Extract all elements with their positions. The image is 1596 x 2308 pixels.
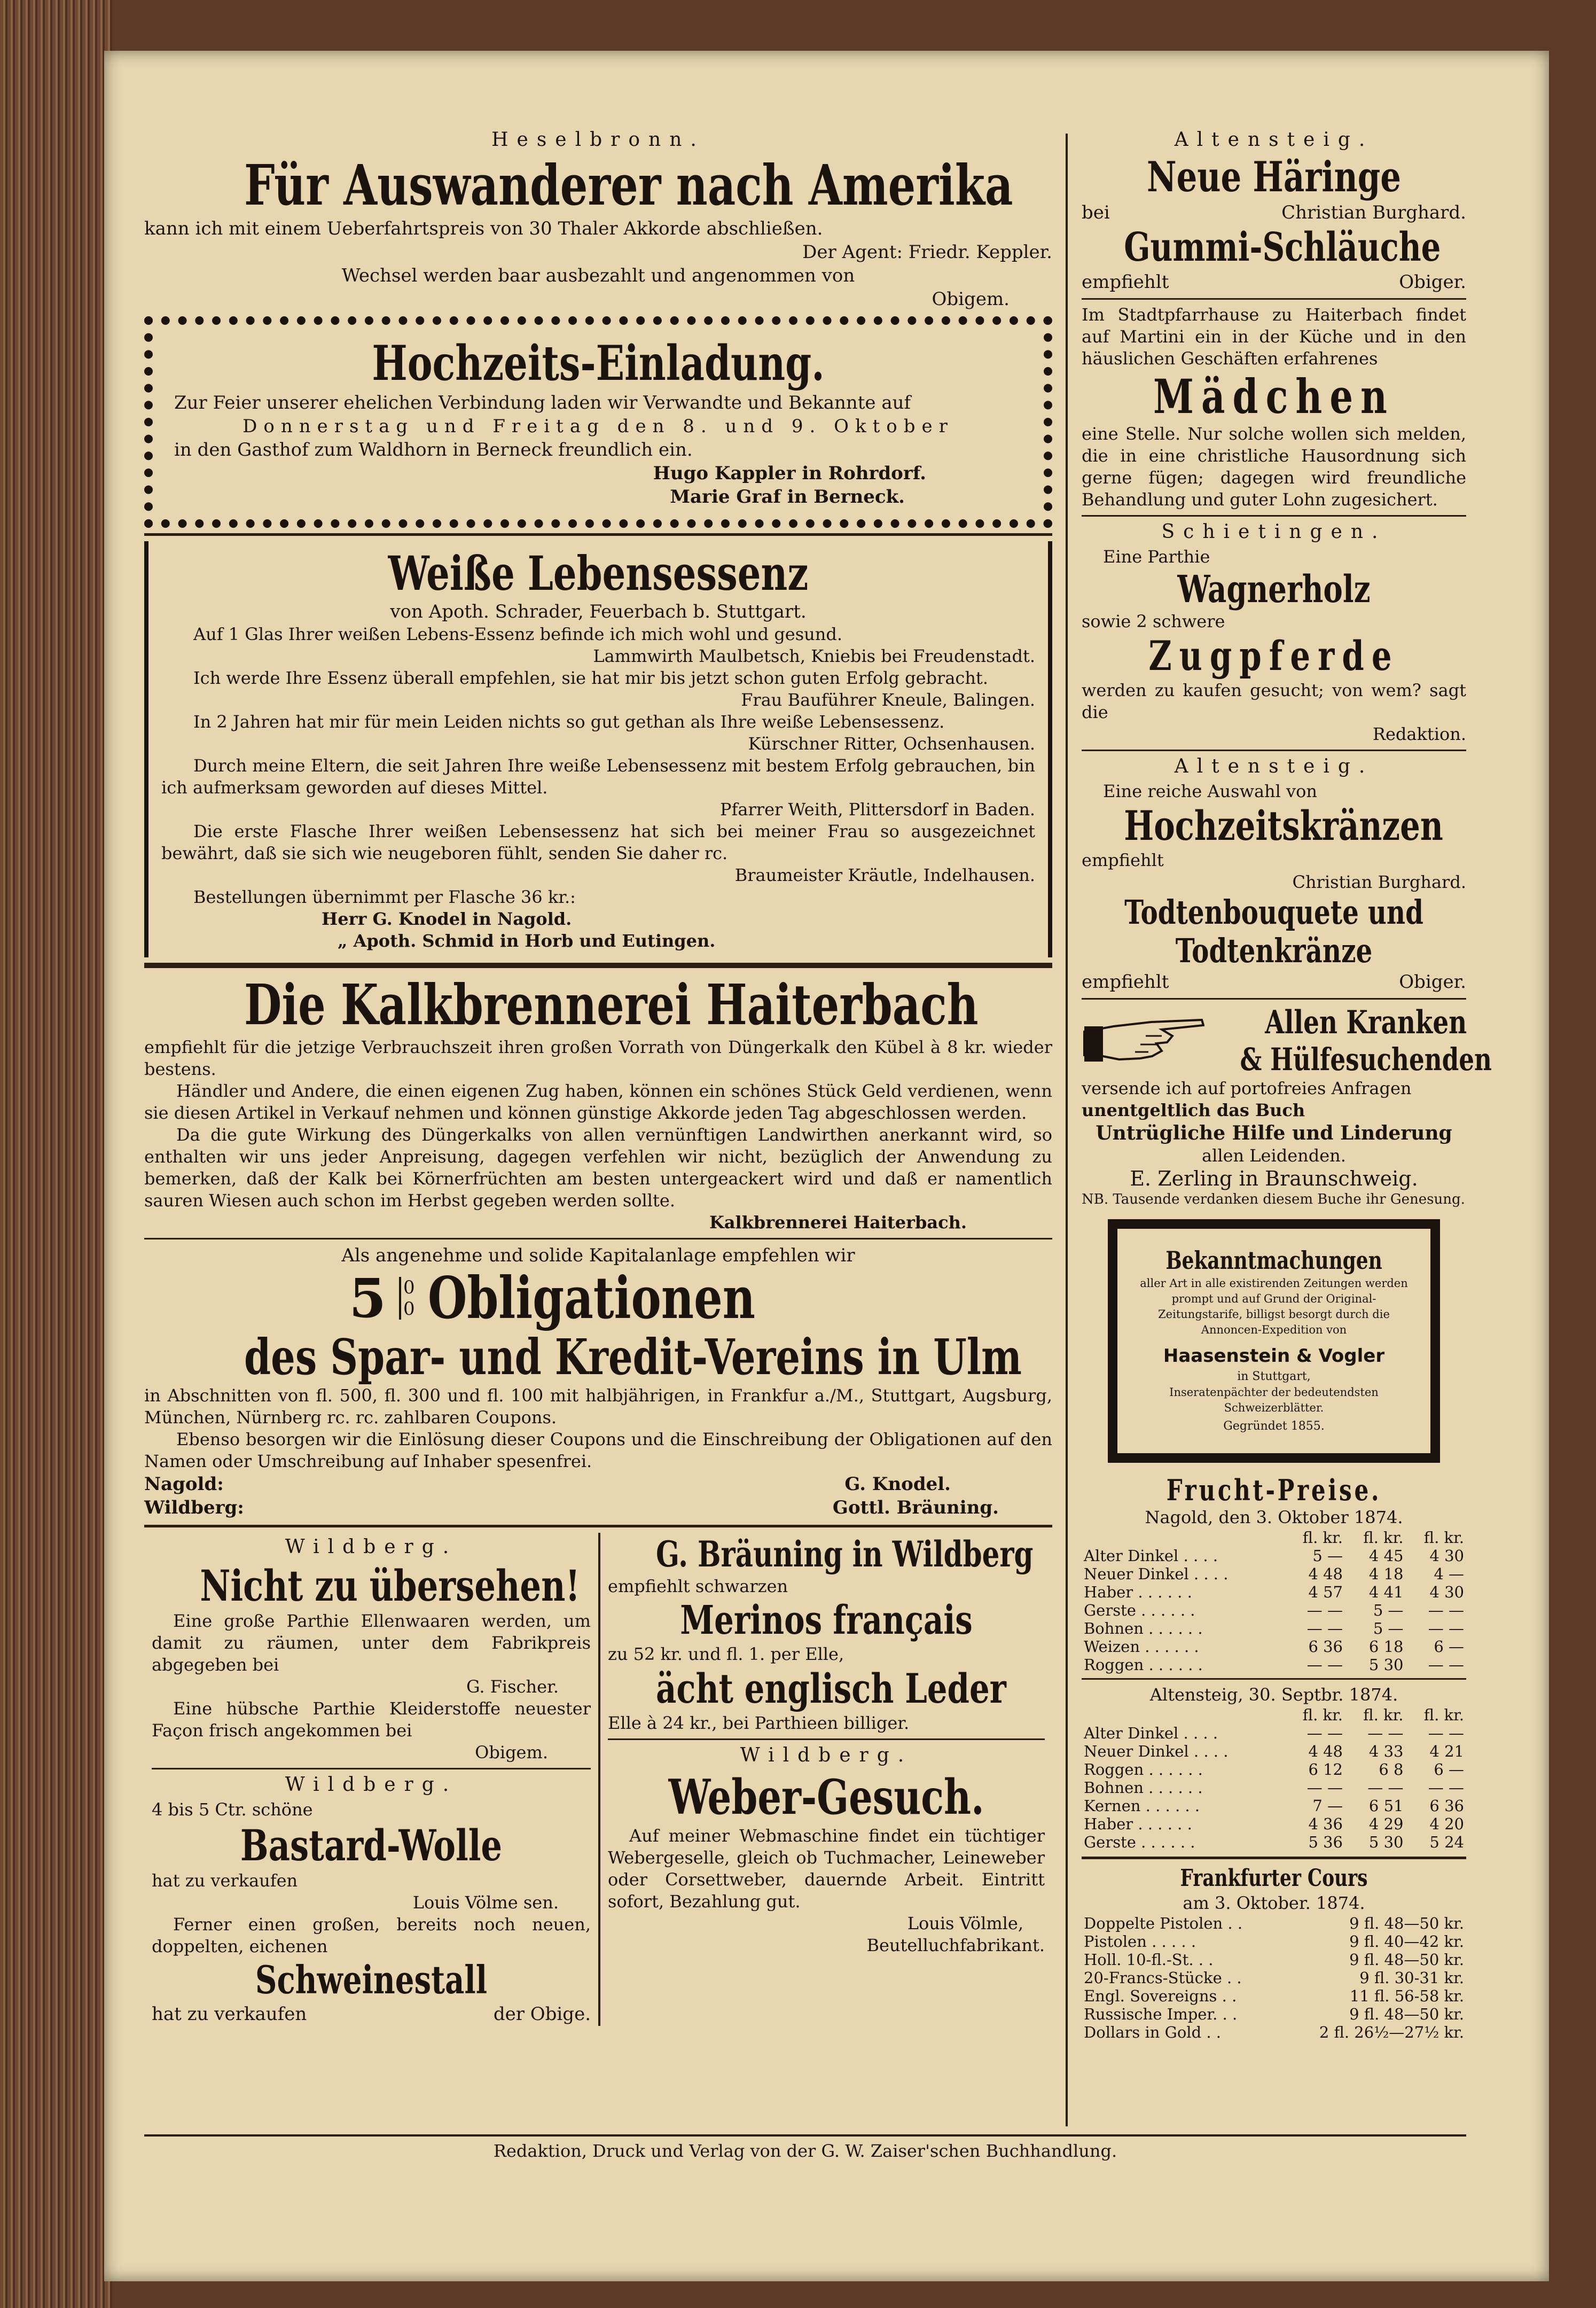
price-value: 6 36 [1429,1797,1464,1815]
ad-lebensessenz-seller2: „ Apoth. Schmid in Horb und Eutingen. [338,931,716,951]
price-row [1082,1724,1466,1742]
price-value: 4 — [1434,1565,1464,1583]
ad-lebensessenz [144,541,1052,957]
price-value: 4 21 [1429,1742,1464,1760]
ad-bastard-wolle-s3: der Obige. [493,2003,591,2025]
price-item-name: Gerste . . . . . . [1084,1833,1195,1851]
ad-haeringe-title: Neue Häringe [1146,153,1401,201]
cours-coin-name: Holl. 10-fl.-St. . . [1084,1951,1214,1969]
frankfurter-cours-date: am 3. Oktober. 1874. [1183,1893,1365,1913]
ad-hochzeitskraenze-name: Christian Burghard. [1292,872,1466,892]
cours-rate: 9 fl. 48—50 kr. [1349,1914,1464,1932]
ad-hochzeit-venue: in den Gasthof zum Waldhorn in Berneck freundlich ein. [174,439,693,461]
ad-kranken-name: E. Zerling in Braunschweig. [1130,1167,1418,1190]
price-item-name: Bohnen . . . . . . [1084,1619,1203,1638]
cours-rate: 9 fl. 30-31 kr. [1359,1969,1464,1987]
percent-sup: 0 [403,1277,415,1298]
price-value: 4 30 [1429,1583,1464,1601]
ad-obligationen-loc1: Nagold: [144,1473,224,1495]
ad-maedchen-p1: Im Stadtpfarrhause zu Haiterbach findet auf Martini ein in der Küche und in den häuslichen Geschäften erfahrenes [1082,305,1466,369]
price-value: 4 41 [1368,1583,1404,1601]
ad-kranken-title2: & Hülfesuchenden [1240,1041,1492,1078]
place-altensteig: Altensteig. [1174,755,1374,777]
price-value: — — [1428,1724,1464,1742]
price-value: 5 — [1373,1619,1404,1638]
ad-nicht-uebersehen-s1: G. Fischer. [466,1677,559,1697]
ad-bekanntmachungen-founded: Gegründet 1855. [1223,1420,1325,1433]
bottom-subcolumns [144,1533,1052,2026]
ad-nicht-uebersehen-title: Nicht zu übersehen! [200,1561,580,1611]
ad-obligationen [144,1244,1052,1519]
ad-hochzeitskraenze [1082,755,1466,994]
fruchtpreise-nagold [1082,1473,1466,1674]
rule [1082,298,1466,300]
ad-maedchen-p2: eine Stelle. Nur solche wollen sich melden, die in eine christliche Hausordnung sich gerne fügen; dagegen wird freundliche Behandlung und guter Lohn zugesichert. [1082,424,1466,510]
ad-hochzeitskraenze-p1: empfiehlt [1082,850,1164,870]
price-value: 4 36 [1308,1815,1343,1833]
bottom-left-subcolumn [144,1533,598,2026]
testimonial-5: Die erste Flasche Ihrer weißen Lebensessenz hat sich bei meiner Frau so ausgezeichnet bewährt, daß sie sich wie neugeboren fühlt, senden Sie daher rc. [161,821,1035,863]
price-item-name: Alter Dinkel . . . . [1084,1547,1218,1565]
price-value: 5 — [1373,1601,1404,1619]
ad-todtenkraenze-s2: Obiger. [1399,971,1466,993]
ad-bekanntmachungen-p2: Inseratenpächter der bedeutendsten Schweizerblätter. [1169,1386,1379,1414]
ad-obligationen-p1: in Abschnitten von fl. 500, fl. 300 und fl. 100 mit halbjährigen, in Frankfur a./M., Stuttgart, Augsburg, München, Nürnberg rc. rc. zahlbaren Coupons. [144,1385,1052,1428]
price-row [1082,1565,1466,1583]
price-item-name: Neuer Dinkel . . . . [1084,1565,1229,1583]
price-value: 7 — [1312,1797,1343,1815]
price-value: 4 33 [1368,1742,1404,1760]
price-value: 4 29 [1368,1815,1404,1833]
price-row [1082,1547,1466,1565]
ad-braeuning-p1: empfiehlt schwarzen [608,1576,788,1596]
rule [1082,1857,1466,1859]
place-wildberg: Wildberg. [285,1536,458,1558]
price-value: 4 30 [1429,1547,1464,1565]
ad-kranken-title: Allen Kranken [1265,1004,1467,1041]
price-value: 5 — [1312,1547,1343,1565]
price-value: 5 24 [1429,1833,1464,1851]
testimonial-4-sign: Pfarrer Weith, Plittersdorf in Baden. [720,799,1035,820]
price-row [1082,1833,1466,1851]
ad-nicht-uebersehen [152,1536,591,1764]
ad-auswanderer-note: Wechsel werden baar ausbezahlt und angenommen von [341,265,855,286]
rule [144,1525,1052,1527]
price-value: 5 30 [1368,1833,1404,1851]
ad-obligationen-loc2: Wildberg: [144,1497,244,1518]
ad-lebensessenz-seller1: Herr G. Knodel in Nagold. [322,909,572,929]
ad-maedchen-title: Mädchen [1153,369,1395,424]
testimonial-1: Auf 1 Glas Ihrer weißen Lebens-Essenz befinde ich mich wohl und gesund. [193,624,843,644]
price-value: — — [1306,1724,1343,1742]
ad-wagnerholz-line: Eine Parthie [1103,547,1210,567]
ad-auswanderer-agent: Der Agent: Friedr. Keppler. [802,241,1052,263]
price-value: — — [1367,1724,1404,1742]
cours-rate: 2 fl. 26½—27½ kr. [1319,2023,1464,2041]
price-item-name: Weizen . . . . . . [1084,1638,1199,1656]
ad-bekanntmachungen-title: Bekanntmachungen [1165,1246,1382,1275]
place-wildberg: Wildberg. [285,1774,458,1796]
fruchtpreise-altensteig-date: Altensteig, 30. Septbr. 1874. [1149,1685,1398,1705]
ad-auswanderer-body: kann ich mit einem Ueberfahrtspreis von 30 Thaler Akkorde abschließen. [144,218,823,239]
page-footer: Redaktion, Druck und Verlag von der G. W. Zaiser'schen Buchhandlung. [144,2134,1466,2161]
ad-kalkbrennerei-p3: Da die gute Wirkung des Düngerkalks von allen vernünftigen Landwirthen anerkannt wird, so enthalten wir uns jeder Anpreisung, dagegen verfehlen wir nicht, bezüglich der Anwendung zu bemerken, daß der Kalk bei Körnerfrüchten am besten untergeackert wird und daß er namentlich sauren Wiesen auch schon im Herbst gegeben werden sollte. [144,1125,1052,1211]
price-value: — — [1306,1656,1343,1674]
ad-wagnerholz-title: Wagnerholz [1177,567,1371,611]
price-value: 6 51 [1368,1797,1404,1815]
ad-braeuning-p3: Elle à 24 kr., bei Parthieen billiger. [608,1713,910,1733]
unit-header: fl. kr. [1363,1529,1404,1547]
cours-coin-name: 20-Francs-Stücke . . [1084,1969,1242,1987]
place-schietingen: Schietingen. [1161,521,1387,543]
price-row [1082,1619,1466,1638]
cours-coin-name: Doppelte Pistolen . . [1084,1914,1243,1932]
ad-kranken-p1: versende ich auf portofreies Anfragen [1082,1078,1412,1098]
cours-rate: 9 fl. 40—42 kr. [1349,1932,1464,1951]
ad-braeuning-merinos: Merinos français [680,1597,973,1643]
ad-kranken-p2: allen Leidenden. [1202,1145,1346,1166]
rule [1082,515,1466,517]
ad-hochzeit-dates: Donnerstag und Freitag den 8. und 9. Oktober [242,416,954,437]
testimonial-1-sign: Lammwirth Maulbetsch, Kniebis bei Freudenstadt. [593,646,1035,666]
cours-coin-name: Pistolen . . . . . [1084,1932,1196,1951]
price-value: — — [1428,1619,1464,1638]
price-value: — — [1428,1601,1464,1619]
testimonial-2: Ich werde Ihre Essenz überall empfehlen, sie hat mir bis jetzt schon guten Erfolg gebracht. [193,668,988,688]
testimonial-3: In 2 Jahren hat mir für mein Leiden nichts so gut gethan als Ihre weiße Lebensessenz. [193,712,945,732]
ad-wagnerholz [1082,521,1466,745]
ad-wagnerholz-p1: werden zu kaufen gesucht; von wem? sagt die [1082,680,1466,722]
testimonial-3-sign: Kürschner Ritter, Ochsenhausen. [748,734,1035,754]
ad-lebensessenz-title: Weiße Lebensessenz [388,545,809,601]
cours-coin-name: Russische Imper. . . [1084,2005,1238,2023]
ad-gummi-p1: empfiehlt [1082,271,1169,293]
price-row [1082,1583,1466,1601]
ad-bastard-wolle-p3: hat zu verkaufen [152,2003,307,2025]
price-row [1082,1742,1466,1760]
percent-sub: 0 [403,1298,415,1320]
cours-row [1082,1932,1466,1951]
price-value: — — [1428,1656,1464,1674]
rule [152,1768,591,1769]
ad-obligationen-name2: Gottl. Bräuning. [832,1497,999,1518]
ad-nicht-uebersehen-p2: Eine hübsche Parthie Kleiderstoffe neuester Façon frisch angekommen bei [152,1698,591,1741]
unit-header: fl. kr. [1423,1529,1464,1547]
cours-row [1082,2005,1466,2023]
price-value: 6 12 [1308,1760,1343,1779]
price-table-nagold [1082,1529,1466,1674]
ad-lebensessenz-order: Bestellungen übernimmt per Flasche 36 kr.: [193,887,576,907]
ad-kalkbrennerei [144,973,1052,1234]
price-value: 4 45 [1368,1547,1404,1565]
ad-weber-gesuch [608,1744,1045,1956]
ad-hochzeitskraenze-title: Hochzeitskränzen [1124,802,1443,849]
cours-row [1082,1987,1466,2005]
fruchtpreise-altensteig [1082,1684,1466,1851]
frankfurter-cours [1082,1865,1466,2041]
cours-coin-name: Dollars in Gold . . [1084,2023,1222,2041]
ad-hochzeit-title: Hochzeits-Einladung. [372,335,825,392]
ad-braeuning-p2: zu 52 kr. und fl. 1. per Elle, [608,1644,844,1664]
price-item-name: Haber . . . . . . [1084,1583,1192,1601]
ad-lebensessenz-from: von Apoth. Schrader, Feuerbach b. Stuttgart. [390,601,807,622]
rule [144,1238,1052,1239]
price-value: 6 36 [1308,1638,1343,1656]
price-value: — — [1306,1779,1343,1797]
ad-weber-gesuch-title: Weber-Gesuch. [668,1769,984,1826]
price-row [1082,1601,1466,1619]
ad-gummi-s1: Obiger. [1399,271,1466,293]
cours-row [1082,1951,1466,1969]
ad-weber-gesuch-s1: Louis Völmle, [907,1913,1023,1933]
frankfurter-cours-title: Frankfurter Cours [1180,1865,1368,1892]
price-row [1082,1797,1466,1815]
book-edge [0,0,112,2308]
pointing-hand-icon [1082,1010,1204,1071]
price-row [1082,1760,1466,1779]
rule [144,533,1052,536]
price-item-name: Roggen . . . . . . [1084,1760,1203,1779]
testimonial-4: Durch meine Eltern, die seit Jahren Ihre weiße Lebensessenz mit bestem Erfolg gebrauchen, bin ich aufmerksam geworden auf dieses Mittel. [161,755,1035,798]
ad-gummi-title: Gummi-Schläuche [1124,224,1441,270]
ad-bastard-wolle-p1: hat zu verkaufen [152,1870,298,1891]
ad-bastard-wolle-title: Bastard-Wolle [240,1820,503,1870]
ad-bekanntmachungen-firm: Haasenstein & Vogler [1163,1345,1385,1367]
ad-kalkbrennerei-p2: Händler und Andere, die einen eigenen Zug haben, können ein schönes Stück Geld verdienen, wenn sie diesen Artikel in Verkauf nehmen und können günstige Akkorde jeden Tag abgeschlossen werden. [144,1081,1052,1123]
ad-kranken-nb: NB. Tausende verdanken diesem Buche ihr Genesung. [1082,1191,1465,1207]
ad-kalkbrennerei-sign: Kalkbrennerei Haiterbach. [709,1212,967,1233]
unit-header: fl. kr. [1363,1706,1404,1724]
price-row [1082,1779,1466,1797]
rule [1082,1678,1466,1680]
price-value: 5 30 [1368,1656,1404,1674]
rule [144,963,1052,968]
column-divider [1066,134,1068,2126]
ad-hochzeit-name1: Hugo Kappler in Rohrdorf. [653,463,926,484]
ad-zugpferde-title: Zugpferde [1148,632,1399,680]
ad-kranken-p1b: unentgeltlich das Buch [1082,1100,1305,1120]
cours-coin-name: Engl. Sovereigns . . [1084,1987,1237,2005]
ad-kranken-book-title: Untrügliche Hilfe und Linderung [1096,1122,1452,1144]
price-value: 4 20 [1429,1815,1464,1833]
ad-nicht-uebersehen-p1: Eine große Parthie Ellenwaaren werden, um damit zu räumen, unter dem Fabrikpreis abgegeben bei [152,1611,591,1675]
ad-braeuning [608,1533,1045,1734]
rule [1082,998,1466,1000]
ad-auswanderer-sign: Obigem. [932,288,1010,310]
ad-hochzeit-body: Zur Feier unserer ehelichen Verbindung laden wir Verwandte und Bekannte auf [174,392,911,414]
ad-kranken [1082,1004,1492,1208]
ad-braeuning-leder: ächt englisch Leder [655,1665,1006,1712]
ad-bekanntmachungen [1108,1219,1440,1463]
cours-rate: 9 fl. 48—50 kr. [1349,1951,1464,1969]
rule [608,1738,1045,1740]
testimonial-2-sign: Frau Bauführer Kneule, Balingen. [741,690,1035,710]
ad-weber-gesuch-p1: Auf meiner Webmaschine findet ein tüchtiger Webergeselle, gleich ob Tuchmacher, Leineweber oder Corsettweber, dauernde Arbeit. Eintritt sofort, Bezahlung gut. [608,1826,1045,1912]
ad-haeringe-line: bei [1082,202,1110,223]
ad-auswanderer [144,129,1052,311]
price-row [1082,1815,1466,1833]
bottom-right-subcolumn [598,1533,1052,2026]
price-value: — — [1306,1619,1343,1638]
price-value: — — [1428,1779,1464,1797]
unit-header: fl. kr. [1302,1706,1343,1724]
left-column [144,126,1052,2026]
ad-maedchen [1082,304,1466,511]
price-item-name: Neuer Dinkel . . . . [1084,1742,1229,1760]
ad-obligationen-intro: Als angenehme und solide Kapitalanlage empfehlen wir [341,1245,855,1266]
price-item-name: Alter Dinkel . . . . [1084,1724,1218,1742]
price-item-name: Haber . . . . . . [1084,1815,1192,1833]
price-item-name: Gerste . . . . . . [1084,1601,1195,1619]
percent-value: 5 [349,1267,387,1330]
cours-row [1082,1969,1466,1987]
price-item-name: Roggen . . . . . . [1084,1656,1203,1674]
price-value: 5 36 [1308,1833,1343,1851]
price-value: 6 — [1434,1760,1464,1779]
price-value: 4 48 [1308,1565,1343,1583]
ad-auswanderer-title: Für Auswanderer nach Amerika [244,152,1013,218]
ad-bastard-wolle-p2: Ferner einen großen, bereits noch neuen, doppelten, eichenen [152,1914,591,1956]
rule [1082,750,1466,751]
price-item-name: Bohnen . . . . . . [1084,1779,1203,1797]
ad-obligationen-title: Obligationen [427,1265,755,1332]
ad-todtenkraenze-title: Todtenkränze [1175,931,1373,970]
ad-obligationen-p2: Ebenso besorgen wir die Einlösung dieser Coupons und die Einschreibung der Obligationen auf den Namen oder Umschreibung auf Inhaber spesenfrei. [144,1429,1052,1471]
cours-rate: 11 fl. 56-58 kr. [1349,1987,1464,2005]
ad-obligationen-title2: des Spar- und Kredit-Vereins in Ulm [244,1328,1022,1386]
ad-braeuning-title: G. Bräuning in Wildberg [655,1533,1034,1575]
ad-hochzeit-frame [144,316,1052,528]
ad-weber-gesuch-s2: Beutelluchfabrikant. [866,1935,1045,1955]
ad-bekanntmachungen-p1: aller Art in alle existirenden Zeitungen werden prompt und auf Grund der Original-Zeitungstarife, billigst besorgt durch die Annoncen-Expedition von [1140,1277,1408,1336]
fruchtpreise-nagold-date: Nagold, den 3. Oktober 1874. [1145,1507,1403,1527]
fruchtpreise-title: Frucht-Preise. [1166,1473,1382,1507]
cours-table [1082,1914,1466,2041]
ad-bastard-wolle-line: 4 bis 5 Ctr. schöne [152,1799,313,1820]
ad-hochzeit-name2: Marie Graf in Berneck. [670,486,905,508]
ad-wagnerholz-line2: sowie 2 schwere [1082,611,1225,631]
ad-nicht-uebersehen-s2: Obigem. [475,1742,548,1763]
ad-hochzeitskraenze-line: Eine reiche Auswahl von [1103,781,1317,801]
price-table-altensteig [1082,1706,1466,1851]
unit-header: fl. kr. [1302,1529,1343,1547]
cours-rate: 9 fl. 48—50 kr. [1349,2005,1464,2023]
ad-todtenbouquete-title: Todtenbouquete und [1124,893,1423,932]
unit-header: fl. kr. [1423,1706,1464,1724]
ad-wagnerholz-s1: Redaktion. [1372,724,1466,744]
cours-row [1082,2023,1466,2041]
ad-bastard-wolle [152,1774,591,2026]
ad-bekanntmachungen-city: in Stuttgart, [1237,1370,1311,1383]
price-value: — — [1306,1601,1343,1619]
place-heselbronn: Heselbronn. [491,129,705,151]
price-item-name: Kernen . . . . . . [1084,1797,1200,1815]
price-value: 4 18 [1368,1565,1404,1583]
right-column [1082,126,1492,2041]
price-value: 4 57 [1308,1583,1343,1601]
ad-todtenkraenze-p2: empfiehlt [1082,971,1169,993]
ad-haeringe [1082,129,1466,294]
place-wildberg: Wildberg. [740,1744,913,1766]
ad-kalkbrennerei-p1: empfiehlt für die jetzige Verbrauchszeit ihren großen Vorrath von Düngerkalk den Kübel à 8 kr. wieder bestens. [144,1037,1052,1079]
ad-schweinestall-title: Schweinestall [255,1957,488,2002]
place-altensteig: Altensteig. [1174,129,1374,151]
testimonial-5-sign: Braumeister Kräutle, Indelhausen. [734,865,1035,885]
ad-kalkbrennerei-title: Die Kalkbrennerei Haiterbach [244,972,979,1038]
price-value: 4 48 [1308,1742,1343,1760]
price-row [1082,1656,1466,1674]
price-value: — — [1367,1779,1404,1797]
price-value: 6 — [1434,1638,1464,1656]
price-value: 6 18 [1368,1638,1404,1656]
cours-row [1082,1914,1466,1932]
ad-obligationen-name1: G. Knodel. [844,1473,951,1495]
ad-haeringe-name: Christian Burghard. [1281,202,1466,223]
price-row [1082,1638,1466,1656]
ad-bastard-wolle-s1: Louis Völme sen. [412,1892,559,1913]
price-value: 6 8 [1379,1760,1404,1779]
